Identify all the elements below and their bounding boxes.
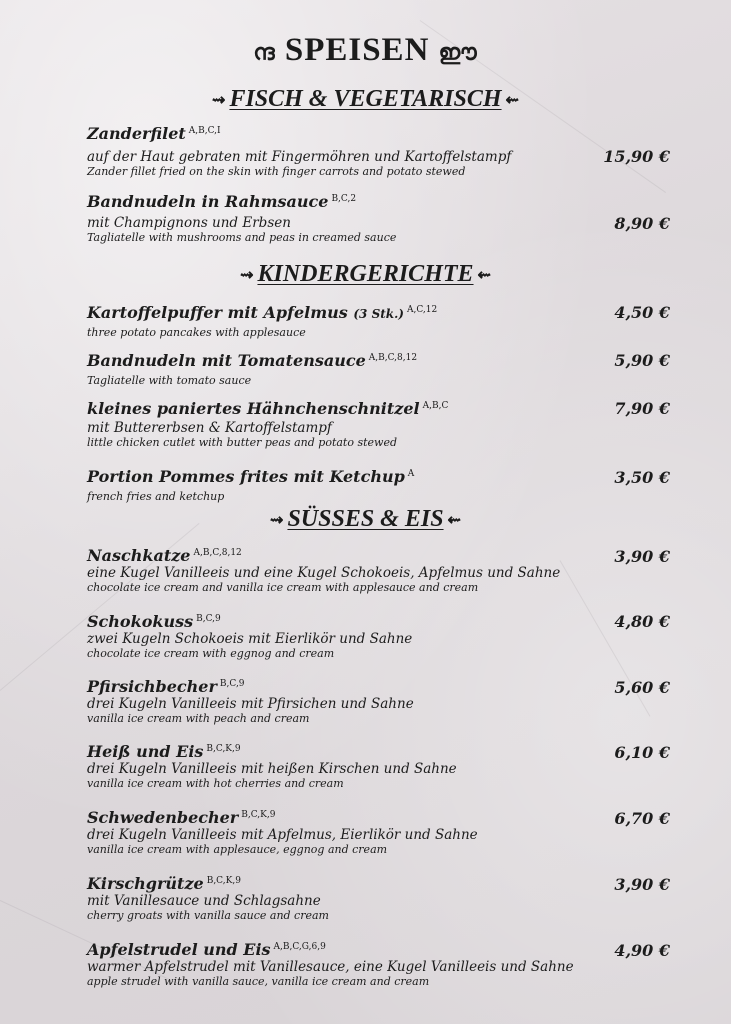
- item-allergens: A,C,12: [406, 304, 438, 315]
- item-name: Schwedenbecher $^{B,C,K,9}$: [87, 808, 276, 827]
- item-price: 3,50 €: [614, 468, 670, 487]
- item-description-de: drei Kugeln Vanilleeis mit heißen Kirschen und Sahne: [87, 761, 457, 777]
- item-allergens: A,B,C,I: [188, 125, 221, 136]
- item-description-en: Tagliatelle with tomato sauce: [87, 374, 252, 387]
- item-allergens: A,B,C,G,6,9: [273, 941, 326, 952]
- item-allergens: A,B,C,8,12: [193, 547, 242, 558]
- section-heading-text: FISCH & VEGETARISCH: [229, 86, 502, 112]
- item-description-en: three potato pancakes with applesauce: [87, 326, 306, 339]
- item-description-en: vanilla ice cream with hot cherries and cream: [87, 777, 344, 790]
- section-left-ornament-icon: ⇝: [240, 267, 254, 285]
- item-name: Portion Pommes frites mit Ketchup $^A$: [87, 467, 415, 486]
- item-quantity: (3 Stk.): [353, 307, 404, 321]
- item-allergens: B,C,K,9: [206, 743, 241, 754]
- item-allergens: A,B,C: [422, 400, 449, 411]
- item-description-en: cherry groats with vanilla sauce and cream: [87, 909, 329, 922]
- item-price: 8,90 €: [614, 214, 670, 233]
- title-left-ornament-icon: ന്ദ: [253, 39, 276, 65]
- section-heading-fisch-vegetarisch: [0, 86, 731, 113]
- section-heading-text: SÜSSES & EIS: [287, 506, 444, 532]
- title-text: SPEISEN: [284, 32, 430, 68]
- item-description-en: Zander fillet fried on the skin with finger carrots and potato stewed: [87, 165, 466, 178]
- item-description-de: drei Kugeln Vanilleeis mit Pfirsichen und Sahne: [87, 696, 414, 712]
- item-description-en: vanilla ice cream with peach and cream: [87, 712, 310, 725]
- item-price: 5,60 €: [614, 678, 670, 697]
- item-price: 15,90 €: [603, 147, 670, 166]
- item-description-de: warmer Apfelstrudel mit Vanillesauce, eine Kugel Vanilleeis und Sahne: [87, 959, 574, 975]
- item-description-en: chocolate ice cream and vanilla ice cream with applesauce and cream: [87, 581, 479, 594]
- section-heading-suesses-eis: [0, 506, 731, 533]
- item-description-de: zwei Kugeln Schokoeis mit Eierlikör und Sahne: [87, 631, 413, 647]
- item-name: Schokokuss $^{B,C,9}$: [87, 612, 221, 631]
- item-name: Apfelstrudel und Eis $^{A,B,C,G,6,9}$: [87, 940, 326, 959]
- item-price: 5,90 €: [614, 351, 670, 370]
- item-description-de: drei Kugeln Vanilleeis mit Apfelmus, Eierlikör und Sahne: [87, 827, 478, 843]
- page-title: [0, 32, 731, 69]
- item-description-en: chocolate ice cream with eggnog and cream: [87, 647, 335, 660]
- section-heading-kindergerichte: [0, 261, 731, 288]
- item-price: 3,90 €: [614, 547, 670, 566]
- section-left-ornament-icon: ⇝: [270, 512, 284, 530]
- item-price: 4,80 €: [614, 612, 670, 631]
- item-price: 7,90 €: [614, 399, 670, 418]
- title-right-ornament-icon: ഈ: [438, 39, 478, 65]
- item-description-en: french fries and ketchup: [87, 490, 225, 503]
- section-right-ornament-icon: ⇜: [477, 267, 491, 285]
- item-description-de: auf der Haut gebraten mit Fingermöhren und Kartoffelstampf: [87, 149, 512, 165]
- item-name: Pfirsichbecher $^{B,C,9}$: [87, 677, 245, 696]
- item-description-en: apple strudel with vanilla sauce, vanilla ice cream and cream: [87, 975, 430, 988]
- item-allergens: B,C,2: [331, 193, 357, 204]
- item-allergens: B,C,K,9: [206, 875, 241, 886]
- item-price: 4,50 €: [614, 303, 670, 322]
- item-name: Kartoffelpuffer mit Apfelmus (3 Stk.) $^{A,C,12}$: [87, 303, 438, 322]
- item-name: Bandnudeln in Rahmsauce $^{B,C,2}$: [87, 192, 357, 211]
- item-description-de: mit Champignons und Erbsen: [87, 215, 291, 231]
- item-allergens: A: [407, 468, 415, 479]
- item-name: Bandnudeln mit Tomatensauce $^{A,B,C,8,12}$: [87, 351, 418, 370]
- item-price: 6,70 €: [614, 809, 670, 828]
- item-allergens: B,C,K,9: [241, 809, 276, 820]
- item-name: Naschkatze $^{A,B,C,8,12}$: [87, 546, 242, 565]
- item-price: 3,90 €: [614, 875, 670, 894]
- section-heading-text: KINDERGERICHTE: [257, 261, 474, 287]
- item-description-de: mit Buttererbsen & Kartoffelstampf: [87, 420, 332, 436]
- item-name: Zanderfilet $^{A,B,C,I}$: [87, 124, 221, 143]
- item-price: 6,10 €: [614, 743, 670, 762]
- item-allergens: B,C,9: [196, 613, 221, 624]
- item-description-en: vanilla ice cream with applesauce, eggnog and cream: [87, 843, 388, 856]
- section-right-ornament-icon: ⇜: [447, 512, 461, 530]
- section-left-ornament-icon: ⇝: [212, 92, 226, 110]
- item-name: Heiß und Eis $^{B,C,K,9}$: [87, 742, 241, 761]
- section-right-ornament-icon: ⇜: [505, 92, 519, 110]
- item-price: 4,90 €: [614, 941, 670, 960]
- item-description-en: Tagliatelle with mushrooms and peas in creamed sauce: [87, 231, 397, 244]
- item-name: Kirschgrütze $^{B,C,K,9}$: [87, 874, 241, 893]
- item-allergens: B,C,9: [219, 678, 245, 689]
- item-description-en: little chicken cutlet with butter peas and potato stewed: [87, 436, 398, 449]
- item-description-de: mit Vanillesauce und Schlagsahne: [87, 893, 321, 909]
- item-name: kleines paniertes Hähnchenschnitzel $^{A,B,C}$: [87, 399, 449, 418]
- item-description-de: eine Kugel Vanilleeis und eine Kugel Schokoeis, Apfelmus und Sahne: [87, 565, 561, 581]
- item-allergens: A,B,C,8,12: [368, 352, 418, 363]
